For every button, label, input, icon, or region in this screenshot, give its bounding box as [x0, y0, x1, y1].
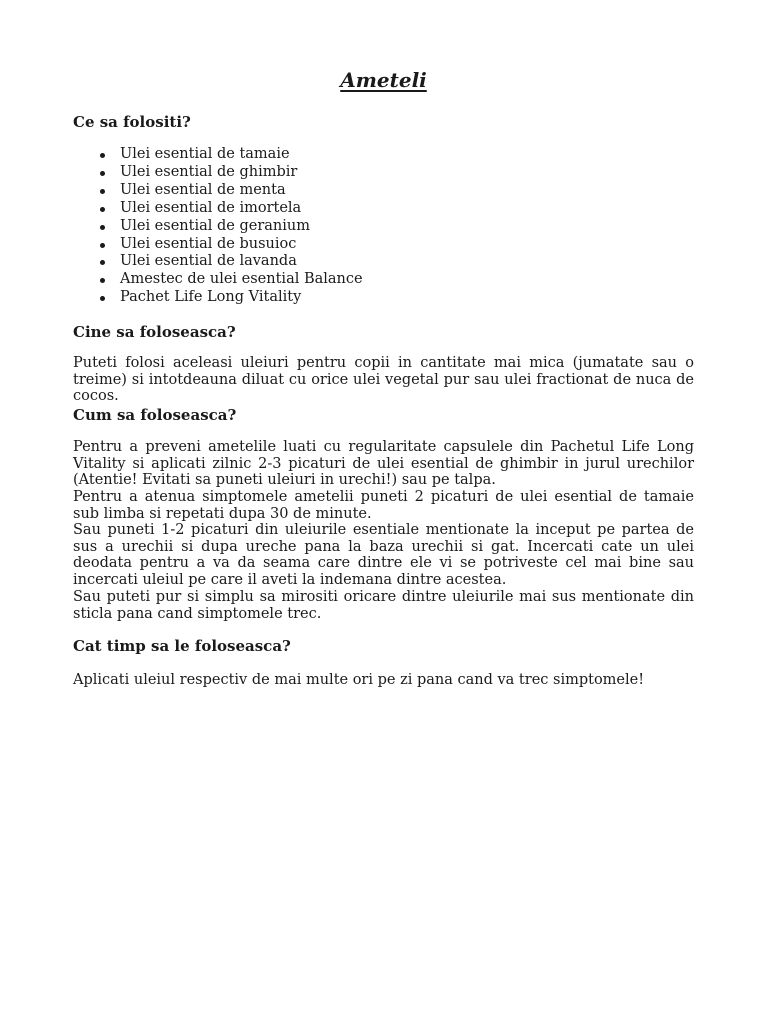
list-item-text: Ulei esential de busuioc: [120, 235, 297, 252]
heading-how-to-use: Cum sa foloseasca?: [73, 406, 237, 424]
bullet-icon: [100, 278, 105, 283]
heading-who-uses: Cine sa foloseasca?: [73, 323, 236, 341]
list-item: [73, 146, 694, 164]
oil-list: [73, 146, 694, 307]
bullet-icon: [100, 207, 105, 212]
paragraph-how-to-use-1: Pentru a preveni ametelile luati cu regularitate capsulele din Pachetul Life Long Vitality si aplicati zilnic 2-3 picaturi de ulei esential de ghimbir in jurul urechilor (Atentie! Evitati sa puneti uleiuri in urechi!) sau pe talpa.: [73, 439, 694, 489]
heading-how-long: Cat timp sa le foloseasca?: [73, 637, 291, 655]
bullet-icon: [100, 225, 105, 230]
list-item-text: Pachet Life Long Vitality: [120, 289, 302, 306]
bullet-icon: [100, 153, 105, 158]
bullet-icon: [100, 189, 105, 194]
list-item: [73, 218, 694, 236]
list-item-text: Ulei esential de menta: [120, 181, 286, 198]
paragraph-how-long: Aplicati uleiul respectiv de mai multe ori pe zi pana cand va trec simptomele!: [73, 672, 645, 688]
document-title: Ameteli: [340, 68, 427, 92]
bullet-icon: [100, 260, 105, 265]
paragraph-how-to-use-3: Sau puneti 1-2 picaturi din uleiurile esentiale mentionate la inceput pe partea de sus a urechii si dupa ureche pana la baza urechii si gat. Incercati cate un ulei deodata pentru a va da seama care dintre ele vi se potriveste cel mai bine sau incercati uleiul pe care il aveti la indemana dintre acestea.: [73, 522, 694, 588]
bullet-icon: [100, 171, 105, 176]
list-item-text: Ulei esential de tamaie: [120, 146, 290, 162]
list-item-text: Amestec de ulei esential Balance: [120, 271, 363, 288]
bullet-icon: [100, 296, 105, 301]
paragraph-how-to-use-2: Pentru a atenua simptomele ametelii puneti 2 picaturi de ulei esential de tamaie sub limba si repetati dupa 30 de minute.: [73, 489, 694, 522]
list-item-text: Ulei esential de ghimbir: [120, 163, 298, 180]
list-item: [73, 289, 694, 307]
list-item-text: Ulei esential de imortela: [120, 199, 302, 216]
list-item: [73, 253, 694, 271]
list-item-text: Ulei esential de geranium: [120, 217, 310, 234]
list-item: [73, 200, 694, 218]
paragraph-who-uses: Puteti folosi aceleasi uleiuri pentru copii in cantitate mai mica (jumatate sau o treime) si intotdeauna diluat cu orice ulei vegetal pur sau ulei fractionat de nuca de cocos.: [73, 355, 694, 405]
list-item: [73, 236, 694, 254]
bullet-icon: [100, 243, 105, 248]
paragraph-how-to-use-4: Sau puteti pur si simplu sa mirositi oricare dintre uleiurile mai sus mentionate din sticla pana cand simptomele trec.: [73, 589, 694, 622]
list-item: [73, 271, 694, 289]
list-item-text: Ulei esential de lavanda: [120, 253, 297, 270]
heading-what-to-use: Ce sa folositi?: [73, 113, 191, 131]
list-item: [73, 164, 694, 182]
list-item: [73, 182, 694, 200]
